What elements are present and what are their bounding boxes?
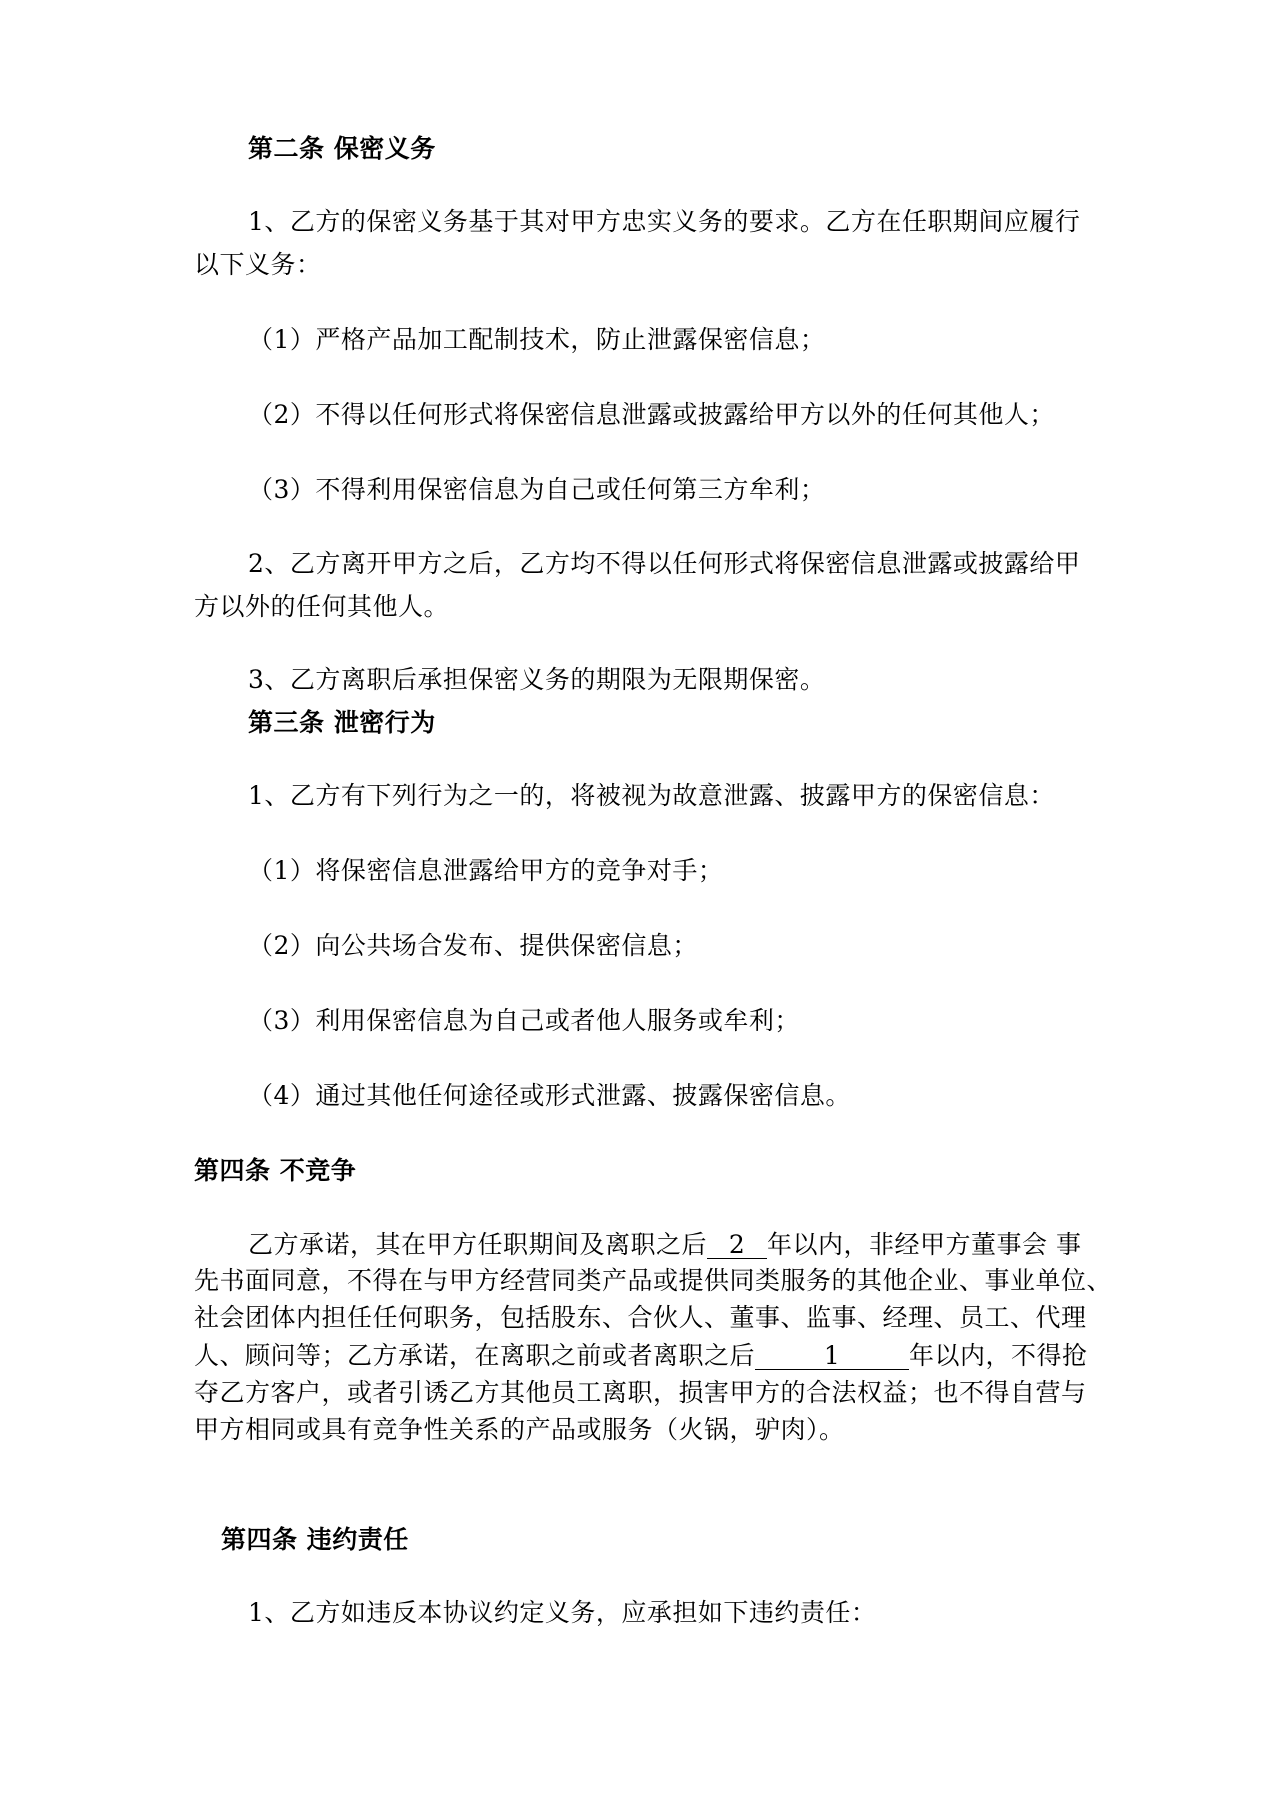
term-years-blank: 2 [707, 1232, 767, 1259]
article-2-paragraph-1-line-2: 以下义务： [194, 250, 322, 279]
article-4-line-5: 夺乙方客户，或者引诱乙方其他员工离职，损害甲方的合法权益；也不得自营与 [194, 1378, 1087, 1407]
article-3-item-4: （4）通过其他任何途径或形式泄露、披露保密信息。 [248, 1081, 851, 1110]
article-2-paragraph-1-line-1: 1、乙方的保密义务基于其对甲方忠实义务的要求。乙方在任职期间应履行 [248, 207, 1081, 236]
article-4-line-1-text-a: 乙方承诺，其在甲方任职期间及离职之后 [248, 1230, 708, 1259]
article-2-heading: 第二条 保密义务 [248, 134, 436, 163]
non-solicit-years-blank: 1 [755, 1343, 909, 1370]
article-4-line-4 [194, 1340, 1088, 1372]
article-5-heading: 第四条 违约责任 [221, 1525, 409, 1554]
article-4-line-1-text-b: 年以内，非经甲方董事会 事 [767, 1230, 1082, 1259]
article-2-item-2: （2）不得以任何形式将保密信息泄露或披露给甲方以外的任何其他人； [248, 400, 1055, 429]
article-4-line-1 [248, 1229, 1081, 1261]
article-3-heading: 第三条 泄密行为 [248, 708, 436, 737]
article-4-line-2: 先书面同意，不得在与甲方经营同类产品或提供同类服务的其他企业、事业单位、 [194, 1266, 1113, 1295]
article-3-item-1: （1）将保密信息泄露给甲方的竞争对手； [248, 856, 724, 885]
article-4-heading: 第四条 不竞争 [194, 1156, 357, 1185]
article-5-paragraph-1: 1、乙方如违反本协议约定义务，应承担如下违约责任： [248, 1598, 877, 1627]
article-3-paragraph-1: 1、乙方有下列行为之一的，将被视为故意泄露、披露甲方的保密信息： [248, 781, 1055, 810]
article-4-line-3: 社会团体内担任任何职务，包括股东、合伙人、董事、监事、经理、员工、代理 [194, 1303, 1087, 1332]
article-2-paragraph-2-line-1: 2、乙方离开甲方之后，乙方均不得以任何形式将保密信息泄露或披露给甲 [248, 549, 1081, 578]
article-2-paragraph-2-line-2: 方以外的任何其他人。 [194, 592, 450, 621]
article-2-paragraph-3: 3、乙方离职后承担保密义务的期限为无限期保密。 [248, 665, 826, 694]
article-2-item-3: （3）不得利用保密信息为自己或任何第三方牟利； [248, 475, 826, 504]
article-2-item-1: （1）严格产品加工配制技术，防止泄露保密信息； [248, 325, 826, 354]
article-4-line-4-text-b: 年以内，不得抢 [909, 1341, 1088, 1370]
article-4-line-4-text-a: 人、顾问等；乙方承诺，在离职之前或者离职之后 [194, 1341, 756, 1370]
article-4-line-6: 甲方相同或具有竞争性关系的产品或服务（火锅，驴肉）。 [194, 1415, 845, 1444]
article-3-item-3: （3）利用保密信息为自己或者他人服务或牟利； [248, 1006, 800, 1035]
article-3-item-2: （2）向公共场合发布、提供保密信息； [248, 931, 698, 960]
